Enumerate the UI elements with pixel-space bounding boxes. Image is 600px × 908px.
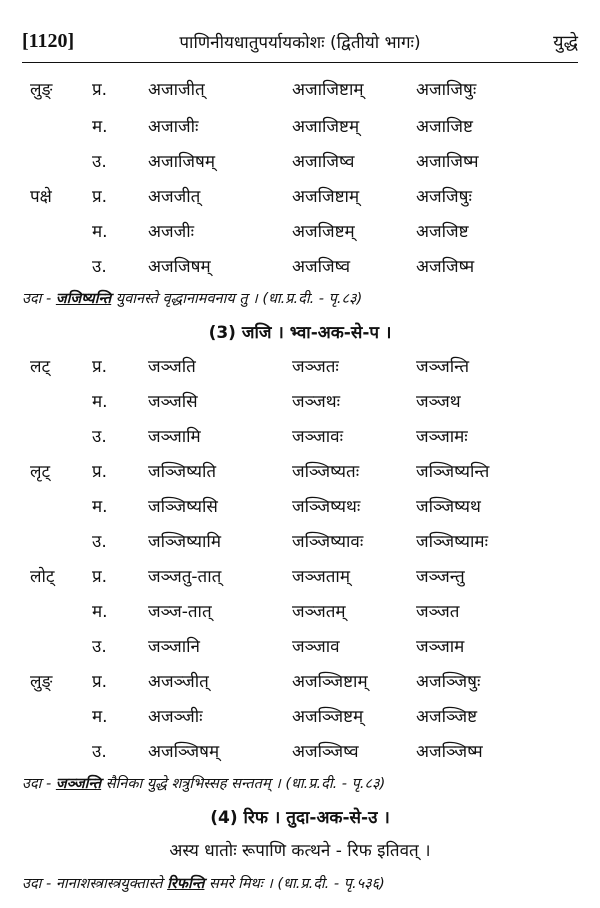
form-plural: जञ्जाम: [416, 637, 465, 657]
form-plural: जञ्जथ: [416, 392, 461, 412]
purusha-label: म.: [92, 497, 108, 517]
form-singular: जञ्जिष्यामि: [148, 532, 221, 552]
form-dual: अजाजिष्व: [292, 152, 355, 172]
book-title: पाणिनीयधातुपर्यायकोशः (द्वितीयो भागः): [179, 33, 421, 53]
dhatu-note: अस्य धातोः रूपाणि कत्थने - रिफ इतिवत् ।: [169, 841, 431, 861]
form-plural: अजजिष्म: [416, 257, 475, 277]
form-singular: जञ्जिष्यसि: [148, 497, 218, 517]
form-dual: जञ्जिष्यथः: [292, 497, 361, 517]
form-dual: अजञ्जिष्टाम्: [292, 672, 368, 692]
form-plural: जञ्जन्तु: [416, 567, 465, 587]
example-line: [22, 771, 578, 797]
form-dual: जञ्जिष्यावः: [292, 532, 364, 552]
form-plural: जञ्जत: [416, 602, 460, 622]
lakara-label: लृट्: [30, 462, 51, 482]
purusha-label: उ.: [92, 152, 107, 172]
form-dual: अजजिष्व: [292, 257, 351, 277]
form-plural: जञ्जामः: [416, 427, 468, 447]
conjugation-row: [0, 179, 600, 215]
form-singular: जञ्जति: [148, 357, 196, 377]
conjugation-row: [0, 454, 600, 490]
form-plural: जञ्जिष्यामः: [416, 532, 489, 552]
conjugation-row: [0, 489, 600, 525]
form-plural: अजाजिषुः: [416, 80, 477, 100]
example-prefix: उदा - नानाशस्त्रास्त्रयुक्तास्ते: [22, 876, 168, 892]
conjugation-row: [0, 144, 600, 180]
example-prefix: उदा -: [22, 291, 56, 307]
purusha-label: उ.: [92, 532, 107, 552]
conjugation-row: [0, 594, 600, 630]
header-rule: [22, 62, 578, 63]
purusha-label: म.: [92, 117, 108, 137]
form-singular: अजजीत्: [148, 187, 201, 207]
purusha-label: प्र.: [92, 567, 108, 587]
lakara-label: लुङ्: [30, 672, 53, 692]
conjugation-row: [0, 664, 600, 700]
example-text: समरे मिथः । (धा.प्र.दी. - पृ.५३६): [204, 876, 385, 892]
conjugation-row: [0, 249, 600, 285]
form-singular: अजाजिषम्: [148, 152, 216, 172]
conjugation-row: [0, 734, 600, 770]
form-plural: जञ्जिष्यन्ति: [416, 462, 490, 482]
example-line: [22, 286, 578, 312]
form-singular: जञ्जिष्यति: [148, 462, 217, 482]
form-singular: अजञ्जिषम्: [148, 742, 220, 762]
form-plural: अजाजिष्ट: [416, 117, 473, 137]
form-singular: अजञ्जीत्: [148, 672, 209, 692]
form-singular: जञ्ज-तात्: [148, 602, 212, 622]
form-dual: जञ्जतः: [292, 357, 339, 377]
form-plural: अजजिष्ट: [416, 222, 469, 242]
form-singular: अजाजीत्: [148, 80, 205, 100]
example-highlight: रिफन्ति: [167, 876, 205, 892]
example-prefix: उदा -: [22, 776, 56, 792]
dhatu-heading: (4) रिफ । तुदा-अक-से-उ ।: [210, 808, 390, 828]
form-dual: जञ्जतम्: [292, 602, 346, 622]
purusha-label: प्र.: [92, 187, 108, 207]
form-plural: अजञ्जिषुः: [416, 672, 481, 692]
dhatu-heading: (3) जजि । भ्वा-अक-से-प ।: [208, 323, 392, 343]
running-word: युद्धे: [553, 32, 578, 53]
purusha-label: म.: [92, 707, 108, 727]
form-singular: जञ्जामि: [148, 427, 201, 447]
form-singular: अजञ्जीः: [148, 707, 203, 727]
form-plural: अजाजिष्म: [416, 152, 479, 172]
form-dual: जञ्जताम्: [292, 567, 350, 587]
conjugation-row: [0, 109, 600, 145]
purusha-label: म.: [92, 602, 108, 622]
form-plural: जञ्जिष्यथ: [416, 497, 481, 517]
purusha-label: म.: [92, 222, 108, 242]
purusha-label: उ.: [92, 742, 107, 762]
conjugation-row: [0, 384, 600, 420]
lakara-label: पक्षे: [30, 187, 52, 207]
conjugation-row: [0, 419, 600, 455]
form-dual: जञ्जिष्यतः: [292, 462, 360, 482]
lakara-label: लोट्: [30, 567, 55, 587]
purusha-label: प्र.: [92, 462, 108, 482]
conjugation-row: [0, 559, 600, 595]
form-plural: अजञ्जिष्म: [416, 742, 483, 762]
conjugation-row: [0, 349, 600, 385]
purusha-label: प्र.: [92, 357, 108, 377]
lakara-label: लुङ्: [30, 80, 53, 100]
form-plural: अजञ्जिष्ट: [416, 707, 478, 727]
form-dual: अजाजिष्टाम्: [292, 80, 364, 100]
form-singular: अजाजीः: [148, 117, 199, 137]
form-dual: जञ्जथः: [292, 392, 341, 412]
conjugation-row: [0, 72, 600, 108]
form-dual: अजाजिष्टम्: [292, 117, 360, 137]
example-line: [22, 871, 578, 897]
form-dual: अजजिष्टाम्: [292, 187, 360, 207]
example-highlight: जजिष्यन्ति: [55, 291, 112, 307]
purusha-label: प्र.: [92, 80, 108, 100]
form-singular: जञ्जानि: [148, 637, 200, 657]
example-text: युवानस्ते वृद्धानामवनाय तु । (धा.प्र.दी. - पृ.८३): [111, 291, 363, 307]
form-singular: अजजीः: [148, 222, 195, 242]
form-dual: जञ्जाव: [292, 637, 340, 657]
purusha-label: उ.: [92, 427, 107, 447]
conjugation-row: [0, 699, 600, 735]
form-dual: अजञ्जिष्टम्: [292, 707, 364, 727]
form-dual: अजजिष्टम्: [292, 222, 355, 242]
form-plural: अजजिषुः: [416, 187, 472, 207]
purusha-label: म.: [92, 392, 108, 412]
purusha-label: उ.: [92, 257, 107, 277]
conjugation-row: [0, 629, 600, 665]
form-singular: जञ्जसि: [148, 392, 198, 412]
conjugation-row: [0, 524, 600, 560]
example-text: सैनिका युद्धे शत्रुभिस्सह सन्ततम् । (धा.प्र.दी. - पृ.८३): [101, 776, 386, 792]
purusha-label: प्र.: [92, 672, 108, 692]
form-singular: जञ्जतु-तात्: [148, 567, 222, 587]
page-number: [1120]: [22, 30, 75, 52]
form-plural: जञ्जन्ति: [416, 357, 470, 377]
page-header: [22, 28, 578, 58]
lakara-label: लट्: [30, 357, 51, 377]
form-singular: अजजिषम्: [148, 257, 211, 277]
form-dual: अजञ्जिष्व: [292, 742, 359, 762]
purusha-label: उ.: [92, 637, 107, 657]
conjugation-row: [0, 214, 600, 250]
example-highlight: जञ्जन्ति: [55, 776, 102, 792]
form-dual: जञ्जावः: [292, 427, 344, 447]
